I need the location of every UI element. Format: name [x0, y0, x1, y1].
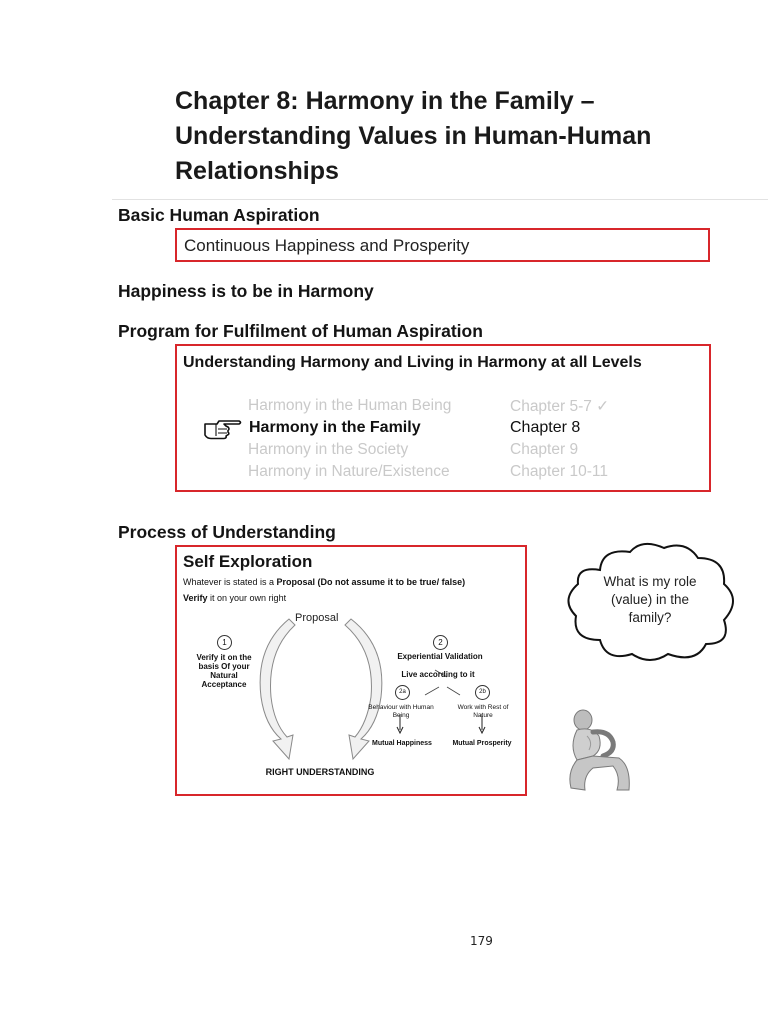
- verify-note-rest: it on your own right: [207, 593, 287, 603]
- behaviour-text: Behaviour with Human Being: [368, 704, 434, 719]
- node-2b: 2b: [475, 685, 490, 700]
- row-label-family: Harmony in the Family: [249, 419, 421, 436]
- program-heading: Program for Fulfilment of Human Aspiration: [118, 321, 483, 341]
- node-2a: 2a: [395, 685, 410, 700]
- step1-text: Verify it on the basis Of your Natural Acceptance: [196, 653, 252, 689]
- page-number: 179: [470, 934, 493, 948]
- row-label-human-being: Harmony in the Human Being: [248, 397, 452, 414]
- pointing-hand-icon: [203, 418, 243, 445]
- program-box: [175, 344, 711, 492]
- row-label-nature: Harmony in Nature/Existence: [248, 463, 450, 480]
- row-chapter-human-being: Chapter 5-7 ✓: [510, 398, 610, 415]
- row-chapter-nature: Chapter 10-11: [510, 463, 608, 480]
- proposal-note-bold: Proposal (Do not assume it to be true/ false): [276, 577, 466, 587]
- verify-note-bold: Verify: [183, 593, 208, 603]
- row-label-society: Harmony in the Society: [248, 441, 409, 458]
- chapter-title: Chapter 8: Harmony in the Family – Understanding Values in Human-Human Relationships: [175, 87, 652, 185]
- work-text: Work with Rest of Nature: [457, 704, 509, 719]
- proposal-note-prefix: Whatever is stated is a: [183, 577, 277, 587]
- row-chapter-society: Chapter 9: [510, 441, 579, 458]
- step1-number: 1: [217, 635, 232, 650]
- basic-aspiration-heading: Basic Human Aspiration: [118, 205, 320, 225]
- live-according-text: Live according to it: [401, 670, 475, 679]
- self-exploration-title: Self Exploration: [183, 552, 313, 571]
- process-heading: Process of Understanding: [118, 522, 336, 542]
- proposal-label: Proposal: [295, 612, 339, 624]
- mutual-happiness-text: Mutual Happiness: [372, 740, 432, 747]
- right-understanding-text: RIGHT UNDERSTANDING: [265, 767, 375, 777]
- self-exploration-box: [175, 545, 527, 796]
- slide-divider: [112, 199, 768, 200]
- program-box-title: Understanding Harmony and Living in Harmony at all Levels: [183, 354, 642, 371]
- happiness-statement: Happiness is to be in Harmony: [118, 281, 374, 301]
- step2-text: Experiential Validation: [397, 652, 483, 661]
- row-chapter-family: Chapter 8: [510, 419, 581, 436]
- step2-number: 2: [433, 635, 448, 650]
- thought-bubble: [560, 540, 740, 665]
- aspiration-box: [175, 228, 710, 262]
- aspiration-text: Continuous Happiness and Prosperity: [184, 236, 470, 255]
- thinking-person-icon: [563, 706, 633, 799]
- mutual-prosperity-text: Mutual Prosperity: [452, 740, 512, 747]
- thought-bubble-text: What is my role (value) in the family?: [603, 574, 697, 625]
